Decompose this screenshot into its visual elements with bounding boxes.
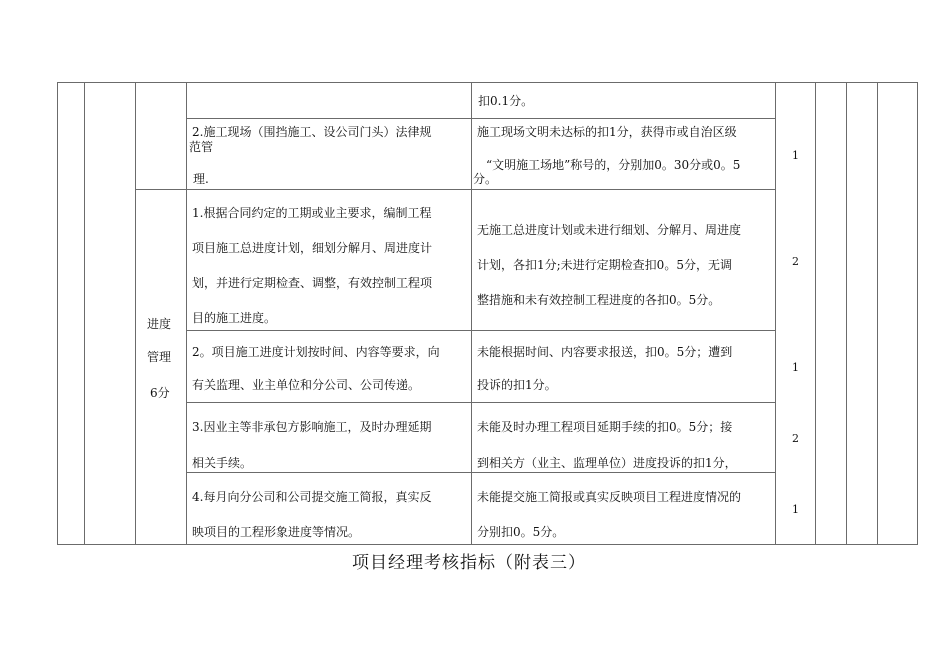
item-line: 目的施工进度。	[192, 311, 277, 325]
criteria-line: 扣0.1分。	[478, 94, 534, 108]
score-value: 2	[792, 255, 799, 268]
criteria-line: 未能根据时间、内容要求报送，扣0。5分；遭到	[477, 345, 733, 359]
score-value: 1	[792, 149, 799, 162]
score-value: 2	[792, 432, 799, 445]
category-line: 6分	[150, 386, 170, 400]
table-caption: 项目经理考核指标（附表三）	[352, 553, 586, 573]
row-divider	[135, 189, 775, 190]
category-line: 进度	[147, 317, 172, 331]
item-line: 项目施工总进度计划，细划分解月、周进度计	[192, 241, 433, 255]
item-line: 有关监理、业主单位和分公司、公司传递。	[192, 378, 421, 392]
col-border	[775, 82, 776, 545]
table-right-border	[917, 82, 918, 545]
item-line: 相关手续。	[192, 456, 253, 470]
item-line: 范管	[189, 140, 214, 154]
item-line: 理.	[193, 172, 209, 186]
criteria-line: 施工现场文明未达标的扣1分，获得市或自治区级	[477, 125, 737, 139]
row-divider	[186, 330, 775, 331]
criteria-line: 到相关方（业主、监理单位）进度投诉的扣1分，	[477, 456, 737, 470]
col-border	[471, 82, 472, 545]
row-divider	[186, 402, 775, 403]
col-border	[846, 82, 847, 545]
item-line: 3.因业主等非承包方影响施工，及时办理延期	[192, 420, 432, 434]
criteria-line: “文明施工场地”称号的，分别加0。30分或0。5	[486, 158, 741, 172]
criteria-line: 投诉的扣1分。	[477, 378, 557, 392]
col-border	[877, 82, 878, 545]
row-divider	[186, 472, 775, 473]
criteria-line: 无施工总进度计划或未进行细划、分解月、周进度	[477, 223, 742, 237]
score-value: 1	[792, 361, 799, 374]
item-line: 1.根据合同约定的工期或业主要求，编制工程	[192, 206, 432, 220]
item-line: 2.施工现场（围挡施工、设公司门头）法律规	[192, 125, 432, 139]
col-border	[84, 82, 85, 545]
criteria-line: 整措施和未有效控制工程进度的各扣0。5分。	[477, 293, 721, 307]
col-border	[186, 82, 187, 545]
category-line: 管理	[147, 350, 172, 364]
row-divider	[186, 118, 775, 119]
col-border	[135, 82, 136, 545]
col-border	[815, 82, 816, 545]
item-line: 2。项目施工进度计划按时间、内容等要求，向	[192, 345, 440, 359]
criteria-line: 未能提交施工简报或真实反映项目工程进度情况的	[477, 490, 742, 504]
criteria-line: 分别扣0。5分。	[477, 525, 565, 539]
criteria-line: 未能及时办理工程项目延期手续的扣0。5分；接	[477, 420, 733, 434]
col-border	[57, 82, 58, 545]
criteria-line: 分。	[473, 172, 498, 186]
item-line: 划，并进行定期检查、调整，有效控制工程项	[192, 276, 433, 290]
score-value: 1	[792, 503, 799, 516]
item-line: 4.每月向分公司和公司提交施工简报，真实反	[192, 490, 432, 504]
item-line: 映项目的工程形象进度等情况。	[192, 525, 361, 539]
criteria-line: 计划，各扣1分;未进行定期检查扣0。5分，无调	[477, 258, 732, 272]
